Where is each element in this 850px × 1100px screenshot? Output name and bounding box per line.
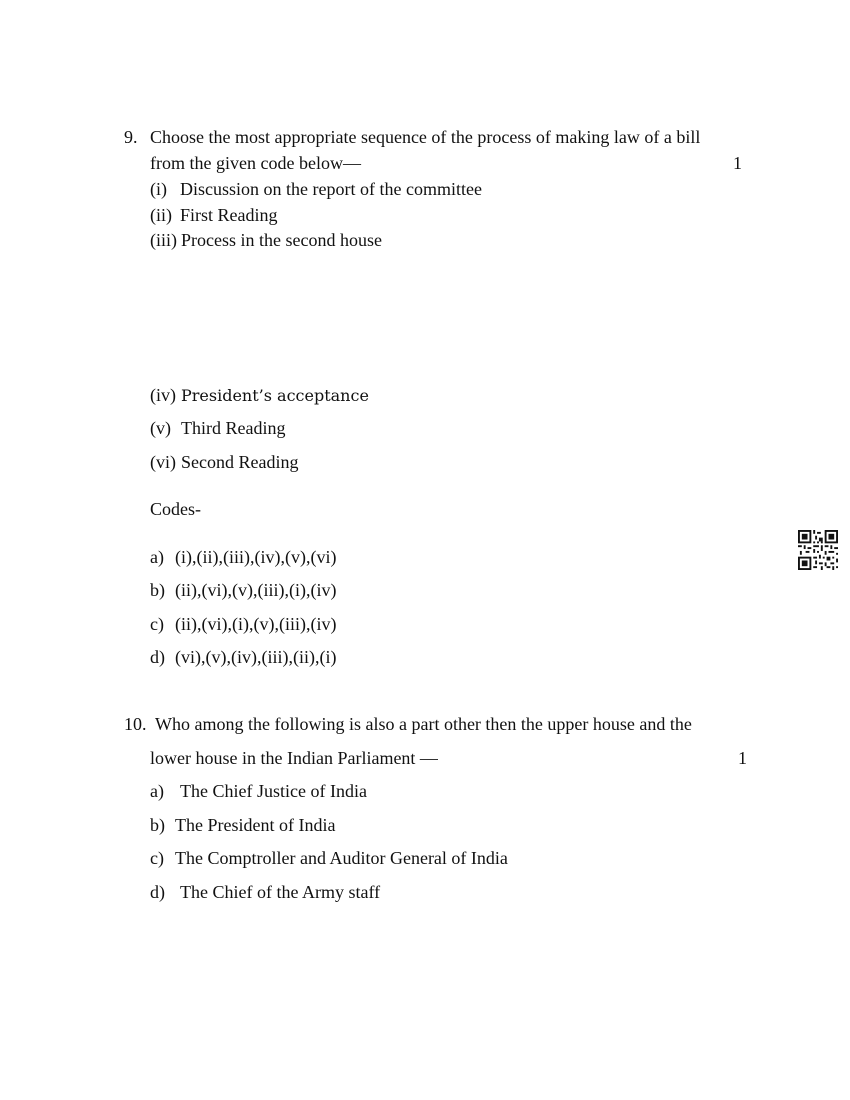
statement-label: (vi)	[150, 452, 176, 472]
option-label: d)	[150, 647, 165, 667]
option-label: a)	[150, 781, 164, 801]
statement-text: President’s acceptance	[181, 386, 369, 405]
statement-label: (iv)	[150, 385, 176, 405]
statement-item	[150, 178, 482, 200]
option-label: a)	[150, 547, 164, 567]
answer-option	[150, 546, 336, 568]
option-label: b)	[150, 815, 165, 835]
codes-heading: Codes-	[150, 499, 201, 519]
statement-label: (iii)	[150, 230, 177, 250]
option-text: The President of India	[175, 815, 336, 835]
statement-text: Third Reading	[181, 418, 286, 438]
option-label: d)	[150, 882, 165, 902]
option-text: (i),(ii),(iii),(iv),(v),(vi)	[175, 547, 337, 567]
statement-text: Discussion on the report of the committee	[180, 179, 482, 199]
option-label: b)	[150, 580, 165, 600]
statement-text: Process in the second house	[181, 230, 382, 250]
option-label: c)	[150, 614, 164, 634]
option-text: The Comptroller and Auditor General of India	[175, 848, 508, 868]
statement-label: (i)	[150, 179, 167, 199]
statement-label: (ii)	[150, 205, 172, 225]
question-9-text-line2: from the given code below—	[150, 153, 361, 173]
option-text: The Chief Justice of India	[180, 781, 367, 801]
statement-label: (v)	[150, 418, 171, 438]
statement-item	[150, 384, 369, 407]
question-10-marks: 1	[738, 748, 747, 768]
statement-item	[150, 451, 298, 473]
answer-option	[150, 780, 367, 802]
answer-option	[150, 881, 380, 903]
option-text: The Chief of the Army staff	[180, 882, 381, 902]
statement-text: First Reading	[180, 205, 278, 225]
question-9-marks: 1	[733, 153, 742, 173]
statement-item	[150, 229, 382, 251]
statement-text: Second Reading	[181, 452, 299, 472]
option-text: (ii),(vi),(i),(v),(iii),(iv)	[175, 614, 337, 634]
question-10-number: 10.	[124, 714, 147, 734]
question-9-number: 9.	[124, 127, 138, 147]
answer-option	[150, 847, 508, 869]
question-10-text-line2: lower house in the Indian Parliament —	[150, 748, 438, 768]
question-9-text-line1: Choose the most appropriate sequence of the process of making law of a bill	[150, 127, 701, 147]
qr-code-icon	[798, 530, 838, 570]
answer-option	[150, 579, 336, 601]
option-text: (vi),(v),(iv),(iii),(ii),(i)	[175, 647, 337, 667]
answer-option	[150, 814, 335, 836]
question-10-text-line1: Who among the following is also a part other then the upper house and the	[155, 714, 692, 734]
statement-item	[150, 417, 285, 439]
option-label: c)	[150, 848, 164, 868]
answer-option	[150, 646, 336, 668]
answer-option	[150, 613, 336, 635]
option-text: (ii),(vi),(v),(iii),(i),(iv)	[175, 580, 337, 600]
statement-item	[150, 204, 278, 226]
